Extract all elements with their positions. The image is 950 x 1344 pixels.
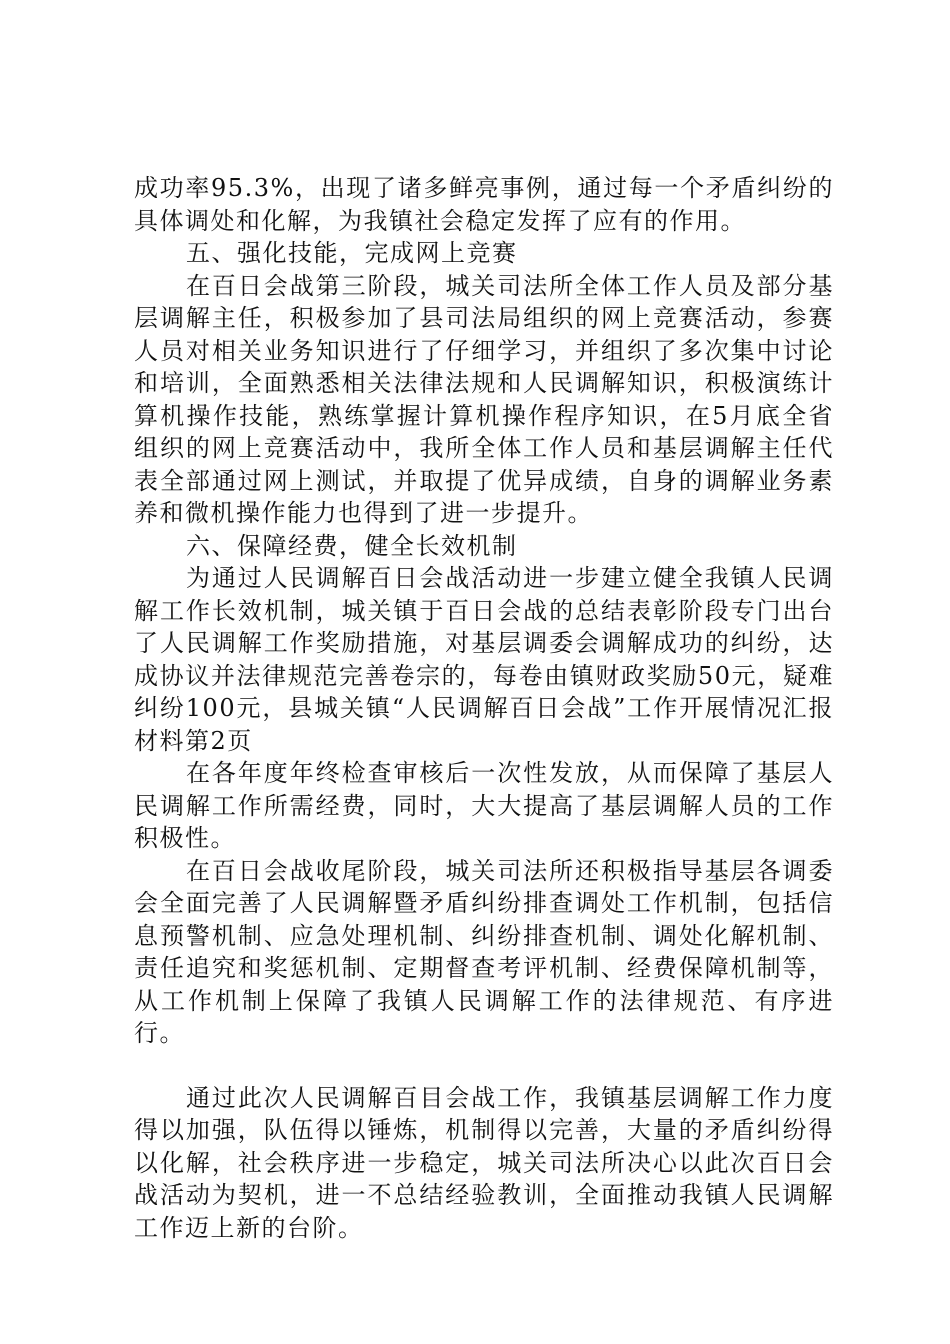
section-heading-five: 五、强化技能，完成网上竞赛 [186,239,518,267]
paragraph-work-mechanism: 在百日会战收尾阶段，城关司法所还积极指导基层各调委会全面完善了人民调解暨矛盾纠纷排查调处工作机制，包括信息预警机制、应急处理机制、纠纷排查机制、调处化解机制、责任追究和奖惩机制、定期督查考评机制、经费保障机制等，从工作机制上保障了我镇人民调解工作的法律规范、有序进行。 [134,856,834,1047]
paragraph-online-competition: 在百日会战第三阶段，城关司法所全体工作人员及部分基层调解主任，积极参加了县司法局组织的网上竞赛活动，参赛人员对相关业务知识进行了仔细学习，并组织了多次集中讨论和培训，全面熟悉相关法律法规和人民调解知识，积极演练计算机操作技能，熟练掌握计算机操作程序知识，在5月底全省组织的网上竞赛活动中，我所全体工作人员和基层调解主任代表全部通过网上测试，并取提了优异成绩，自身的调解业务素养和微机操作能力也得到了进一步提升。 [134,271,834,527]
paragraph-conclusion: 通过此次人民调解百目会战工作，我镇基层调解工作力度得以加强，队伍得以锤炼，机制得以完善，大量的矛盾纠纷得以化解，社会秩序进一步稳定，城关司法所决心以此次百日会战活动为契机，进一不总结经验教训，全面推动我镇人民调解工作迈上新的台阶。 [134,1083,834,1242]
document-body [134,172,834,1244]
paragraph-reward-measures: 为通过人民调解百日会战活动进一步建立健全我镇人民调解工作长效机制，城关镇于百日会战的总结表彰阶段专门出台了人民调解工作奖励措施，对基层调委会调解成功的纠纷，达成协议并法律规范完善卷宗的，每卷由镇财政奖励50元，疑难纠纷100元，县城关镇“人民调解百日会战”工作开展情况汇报材料第2页 [134,564,834,755]
paragraph-success-rate: 成功率95.3%，出现了诸多鲜亮事例，通过每一个矛盾纠纷的具体调处和化解，为我镇社会稳定发挥了应有的作用。 [134,174,834,235]
paragraph-funding-release: 在各年度年终检查审核后一次性发放，从而保障了基层人民调解工作所需经费，同时，大大提高了基层调解人员的工作积极性。 [134,759,834,852]
paragraph-spacer [134,1050,834,1082]
section-heading-six: 六、保障经费，健全长效机制 [186,531,518,560]
